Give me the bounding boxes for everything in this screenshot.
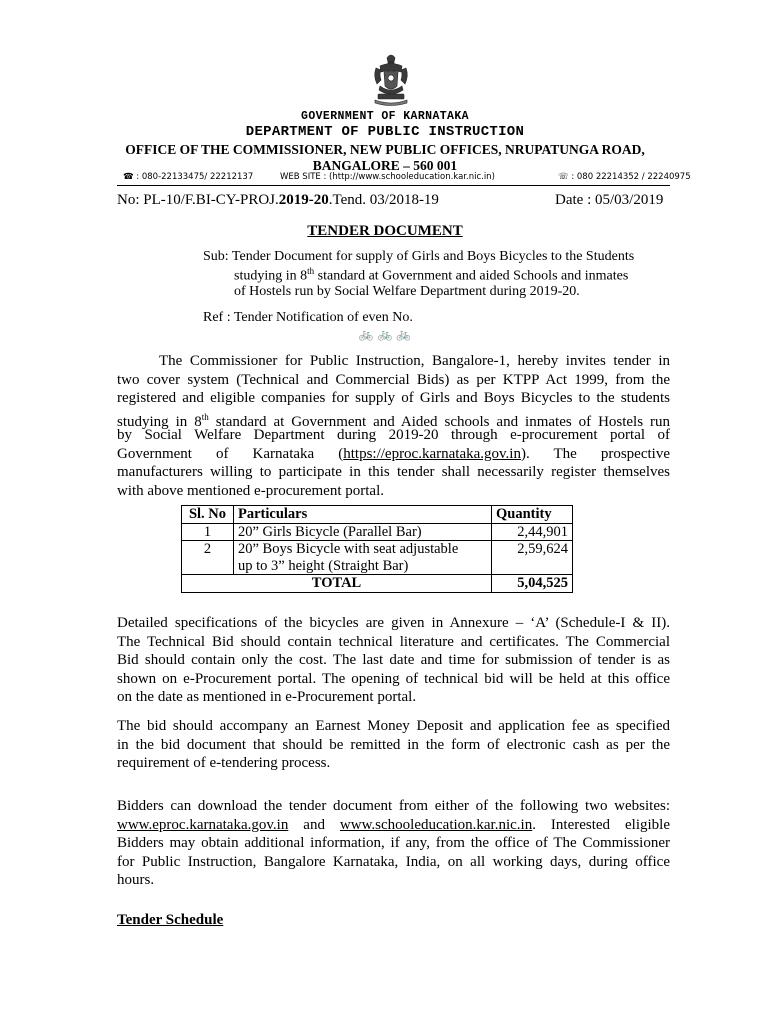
city-pincode: BANGALORE – 560 001 bbox=[312, 158, 458, 173]
subject-line: of Hostels run by Social Welfare Department during 2019-20. bbox=[234, 284, 580, 299]
emd-paragraph: The bid should accompany an Earnest Money Deposit and application fee as specified in the bid document that should be remitted in the form of electronic cash as per the requirement of e-tendering process. bbox=[117, 718, 670, 771]
reference-line: Ref : Tender Notification of even No. bbox=[203, 310, 413, 325]
table-row bbox=[182, 523, 573, 541]
table-header-row bbox=[182, 506, 573, 524]
phone-number: ☎ : 080-22133475/ 22212137 bbox=[123, 172, 254, 182]
document-date: Date : 05/03/2019 bbox=[555, 192, 664, 208]
tender-schedule-heading: Tender Schedule bbox=[117, 912, 224, 928]
items-table bbox=[181, 505, 573, 593]
cell-particulars: 20” Boys Bicycle with seat adjustable up to 3” height (Straight Bar) bbox=[234, 541, 492, 575]
intro-paragraph: The Commissioner for Public Instruction, Bangalore-1, hereby invites tender in two cover system (Technical and Commercial Bids) as per KTPP Act 1999, from the registered and eligible companies for supply of Girls and Boys Bicycles to the students studying in 8th standard at Government and Aided schools and inmates of Hostels run by Social Welfare Department during 2019-20 through e-procurement portal of Government of Karnataka (https://eproc.karnataka.gov.in). The prospective manufacturers willing to participate in this tender shall necessarily register themselves with above mentioned e-procurement portal. bbox=[117, 353, 670, 499]
fax-number: ☏ : 080 22214352 / 22240975 bbox=[558, 172, 691, 182]
eproc-website-link[interactable]: www.eproc.karnataka.gov.in bbox=[117, 816, 289, 833]
cell-sl: 2 bbox=[182, 541, 234, 575]
column-header: Quantity bbox=[492, 506, 573, 524]
page-title: TENDER DOCUMENT bbox=[307, 223, 463, 239]
cell-quantity: 2,59,624 bbox=[492, 541, 573, 575]
total-value: 5,04,525 bbox=[492, 575, 573, 593]
specification-paragraph: Detailed specifications of the bicycles are given in Annexure – ‘A’ (Schedule-I & II). The Technical Bid should contain technical literature and certificates. The Commercial Bid should contain only the cost. The last date and time for submission of tender is as shown on e-Procurement portal. The opening of technical bid will be held at this office on the date as mentioned in e-Procurement portal. bbox=[117, 615, 670, 705]
website-text: WEB SITE : (http://www.schooleducation.kar.nic.in) bbox=[280, 172, 495, 182]
reference-number: No: PL-10/F.BI-CY-PROJ.2019-20.Tend. 03/2018-19 bbox=[117, 192, 439, 208]
government-heading: GOVERNMENT OF KARNATAKA bbox=[301, 110, 469, 123]
column-header: Sl. No bbox=[182, 506, 234, 524]
header-divider bbox=[117, 185, 670, 186]
department-heading: DEPARTMENT OF PUBLIC INSTRUCTION bbox=[245, 124, 525, 140]
column-header: Particulars bbox=[234, 506, 492, 524]
schooleducation-website-link[interactable]: www.schooleducation.kar.nic.in bbox=[339, 816, 533, 833]
cell-quantity: 2,44,901 bbox=[492, 523, 573, 541]
cell-sl: 1 bbox=[182, 523, 234, 541]
eproc-link[interactable]: https://eproc.karnataka.gov.in bbox=[343, 445, 521, 462]
cell-particulars: 20” Girls Bicycle (Parallel Bar) bbox=[234, 523, 492, 541]
subject-line: Sub: Tender Document for supply of Girls and Boys Bicycles to the Students bbox=[203, 249, 635, 264]
total-label: TOTAL bbox=[182, 575, 492, 593]
subject-line: studying in 8th standard at Government and aided Schools and inmates bbox=[234, 266, 629, 284]
download-paragraph: Bidders can download the tender document from either of the following two websites: www.eproc.karnataka.gov.in and www.schooleducation.kar.nic.in. Interested eligible Bidders may obtain additional information, if any, from the office of The Commissioner for Public Instruction, Bangalore Karnataka, India, on all working days, during office hours. bbox=[117, 798, 670, 888]
bicycle-icon: 🚲 🚲 🚲 bbox=[358, 327, 412, 341]
karnataka-emblem bbox=[370, 50, 412, 106]
table-total-row bbox=[182, 575, 573, 593]
table-row bbox=[182, 541, 573, 575]
office-address: OFFICE OF THE COMMISSIONER, NEW PUBLIC OFFICES, NRUPATUNGA ROAD, bbox=[125, 142, 645, 157]
